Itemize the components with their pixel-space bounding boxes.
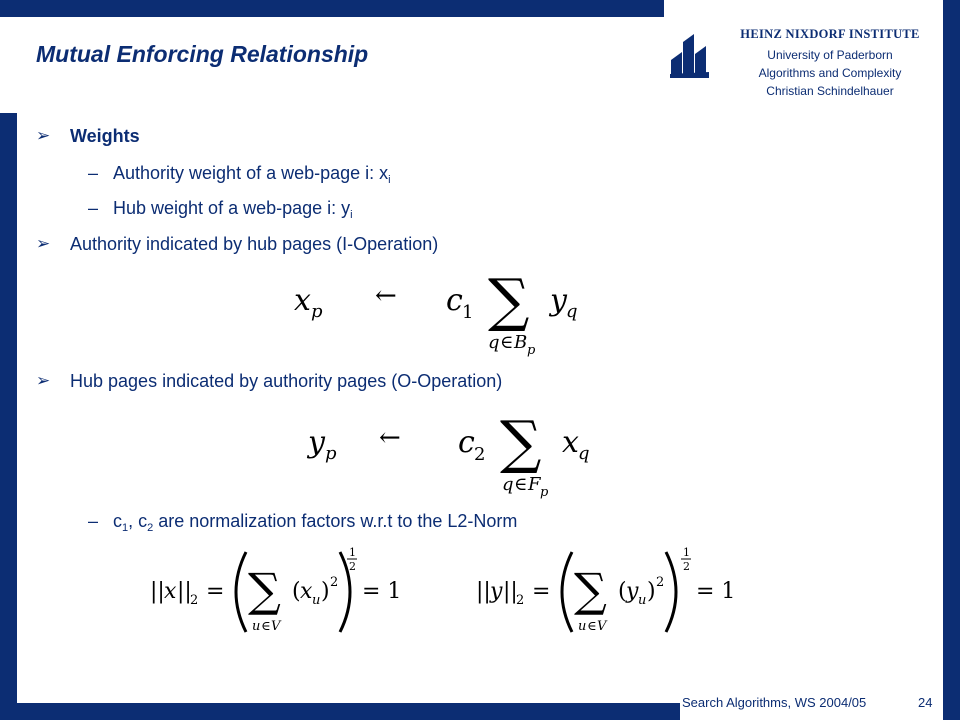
institute-block [716, 27, 944, 100]
svg-text:2: 2 [330, 575, 339, 590]
svg-text:←: ← [379, 423, 401, 453]
right-frame-bar [943, 0, 960, 720]
svg-text:x: x [300, 579, 313, 604]
svg-text:2: 2 [516, 593, 525, 608]
svg-text:y: y [490, 579, 503, 604]
svg-text:= 1: = 1 [362, 579, 402, 604]
svg-text:p: p [527, 343, 536, 358]
svg-text:∈: ∈ [500, 332, 514, 353]
department-name: Algorithms and Complexity [758, 66, 902, 80]
left-frame-bar [0, 113, 17, 720]
hub-weight-line [113, 197, 353, 219]
svg-text:B: B [514, 332, 528, 353]
bottom-frame-bar [0, 703, 680, 720]
svg-text:=: = [206, 579, 225, 604]
svg-text:c: c [446, 283, 463, 318]
svg-text:||: || [177, 579, 192, 604]
top-frame-bar [0, 0, 664, 17]
hub-weight-text: Hub weight of a web-page i: y [113, 198, 351, 218]
svg-text:∑: ∑ [500, 408, 542, 476]
svg-text:x: x [562, 425, 579, 460]
svg-text:F: F [528, 474, 541, 495]
svg-text:1: 1 [683, 546, 690, 559]
svg-text:): ) [321, 579, 330, 604]
svg-text:u: u [638, 593, 647, 608]
svg-text:∈: ∈ [261, 619, 271, 634]
dash-bullet-icon: – [88, 163, 99, 183]
svg-text:u: u [312, 593, 321, 608]
l2-norm-x-formula [150, 540, 420, 640]
norm-c1-subscript: 1 [122, 522, 129, 534]
svg-text:1: 1 [349, 546, 356, 559]
svg-text:p: p [311, 301, 323, 322]
authority-weight-text: Authority weight of a web-page i: x [113, 163, 389, 183]
svg-text:2: 2 [190, 593, 199, 608]
svg-text:V: V [597, 619, 607, 634]
authority-weight-subscript: i [388, 174, 391, 186]
footer-course: Search Algorithms, WS 2004/05 [682, 695, 867, 710]
slide-title: Mutual Enforcing Relationship [36, 41, 369, 67]
svg-text:y: y [626, 579, 639, 604]
svg-text:p: p [325, 443, 337, 464]
svg-text:c: c [458, 425, 475, 460]
institute-name: HEINZ NIXDORF INSTITUTE [740, 27, 920, 41]
svg-text:2: 2 [683, 560, 690, 573]
svg-text:=: = [532, 579, 551, 604]
svg-text:(: ( [292, 579, 301, 604]
authority-weight-line [113, 162, 391, 184]
svg-text:q: q [488, 332, 500, 353]
o-operation-formula [294, 408, 614, 500]
svg-text:2: 2 [474, 444, 486, 465]
norm-c1: c [113, 511, 122, 531]
svg-text:q: q [566, 301, 578, 322]
svg-text:u: u [252, 619, 261, 634]
svg-text:p: p [540, 485, 549, 500]
svg-text:∑: ∑ [488, 266, 530, 334]
page-number: 24 [918, 695, 933, 710]
svg-text:u: u [578, 619, 587, 634]
svg-text:||: || [150, 579, 165, 604]
svg-text:←: ← [375, 281, 397, 311]
university-logo-icon [668, 30, 712, 80]
svg-text:∈: ∈ [514, 474, 528, 495]
svg-text:2: 2 [656, 575, 665, 590]
dash-bullet-icon: – [88, 511, 99, 531]
author-name: Christian Schindelhauer [766, 84, 894, 98]
bullet-authority: Authority indicated by hub pages (I-Operation) [70, 234, 439, 254]
svg-text:2: 2 [349, 560, 356, 573]
svg-text:q: q [578, 443, 590, 464]
svg-text:y: y [308, 425, 325, 460]
svg-text:y: y [550, 283, 567, 318]
norm-description: are normalization factors w.r.t to the L2-Norm [153, 511, 518, 531]
svg-text:∑: ∑ [574, 563, 607, 617]
bullet-weights: Weights [70, 126, 140, 146]
svg-text:V: V [271, 619, 281, 634]
arrow-bullet-icon: ➢ [36, 234, 51, 253]
arrow-bullet-icon: ➢ [36, 371, 51, 390]
svg-text:∑: ∑ [248, 563, 281, 617]
norm-separator: , c [128, 511, 148, 531]
arrow-bullet-icon: ➢ [36, 126, 51, 145]
svg-text:): ) [647, 579, 656, 604]
normalization-line [113, 510, 517, 532]
svg-text:x: x [164, 579, 177, 604]
svg-text:∈: ∈ [587, 619, 597, 634]
i-operation-formula [280, 266, 600, 358]
hub-weight-subscript: i [350, 209, 353, 221]
svg-text:x: x [294, 283, 311, 318]
svg-text:(: ( [618, 579, 627, 604]
dash-bullet-icon: – [88, 198, 99, 218]
svg-text:1: 1 [462, 302, 474, 323]
bullet-hub: Hub pages indicated by authority pages (O-Operation) [70, 371, 503, 391]
svg-text:= 1: = 1 [696, 579, 736, 604]
svg-text:q: q [502, 474, 514, 495]
svg-text:||: || [476, 579, 491, 604]
university-name: University of Paderborn [767, 48, 893, 62]
l2-norm-y-formula [476, 540, 746, 640]
norm-c2-subscript: 2 [147, 522, 154, 534]
svg-text:||: || [503, 579, 518, 604]
